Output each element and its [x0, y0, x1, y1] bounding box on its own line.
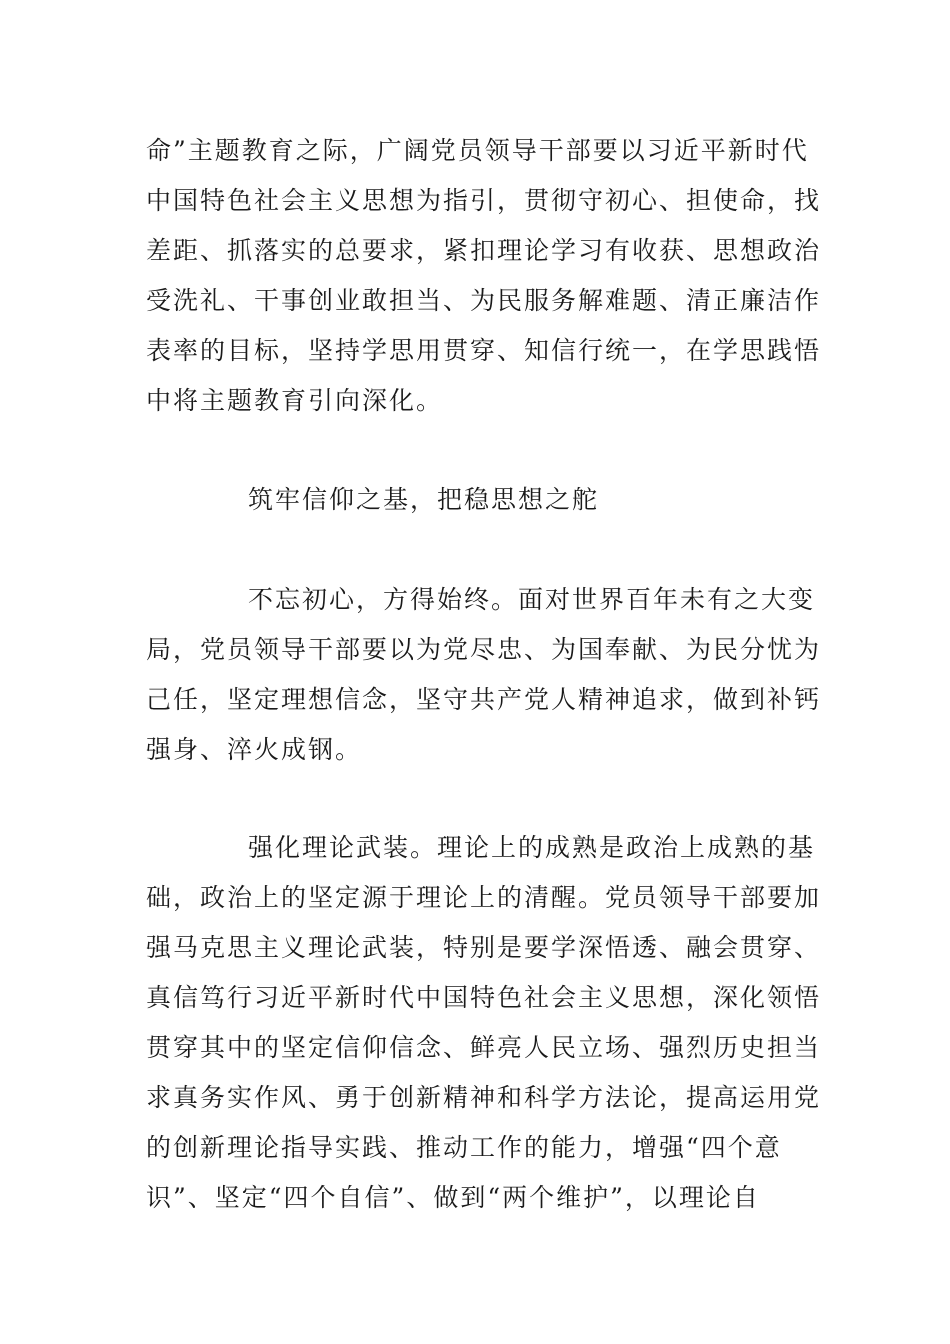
paragraph-line: 求真务实作风、勇于创新精神和科学方法论，提高运用党: [146, 1083, 822, 1112]
paragraph-line: 强身、淬火成钢。: [146, 735, 363, 764]
paragraph-line: 不忘初心，方得始终。面对世界百年未有之大变: [248, 585, 816, 614]
paragraph-line: 贯穿其中的坚定信仰信念、鲜亮人民立场、强烈历史担当: [146, 1033, 822, 1062]
paragraph-line: 受洗礼、干事创业敢担当、为民服务解难题、清正廉洁作: [146, 286, 822, 315]
paragraph-line: 局，党员领导干部要以为党尽忠、为国奉献、为民分忧为: [146, 635, 822, 664]
paragraph-line: 中国特色社会主义思想为指引，贯彻守初心、担使命，找: [146, 186, 822, 215]
paragraph-line: 己任，坚定理想信念，坚守共产党人精神追求，做到补钙: [146, 685, 822, 714]
paragraph-line: 中将主题教育引向深化。: [146, 386, 444, 415]
paragraph-line: 真信笃行习近平新时代中国特色社会主义思想，深化领悟: [146, 983, 822, 1012]
paragraph-line: 差距、抓落实的总要求，紧扣理论学习有收获、思想政治: [146, 236, 822, 265]
paragraph-line: 强马克思主义理论武装，特别是要学深悟透、融会贯穿、: [146, 933, 822, 962]
paragraph-line: 强化理论武装。理论上的成熟是政治上成熟的基: [248, 833, 816, 862]
paragraph-line: 识”、坚定“四个自信”、做到“两个维护”，以理论自: [146, 1183, 760, 1212]
paragraph-line: 础，政治上的坚定源于理论上的清醒。党员领导干部要加: [146, 883, 822, 912]
paragraph-line: 命”主题教育之际，广阔党员领导干部要以习近平新时代: [146, 136, 809, 165]
section-heading: 筑牢信仰之基，把稳思想之舵: [248, 485, 600, 514]
paragraph-line: 的创新理论指导实践、推动工作的能力，增强“四个意: [146, 1133, 782, 1162]
paragraph-line: 表率的目标，坚持学思用贯穿、知信行统一，在学思践悟: [146, 336, 822, 365]
